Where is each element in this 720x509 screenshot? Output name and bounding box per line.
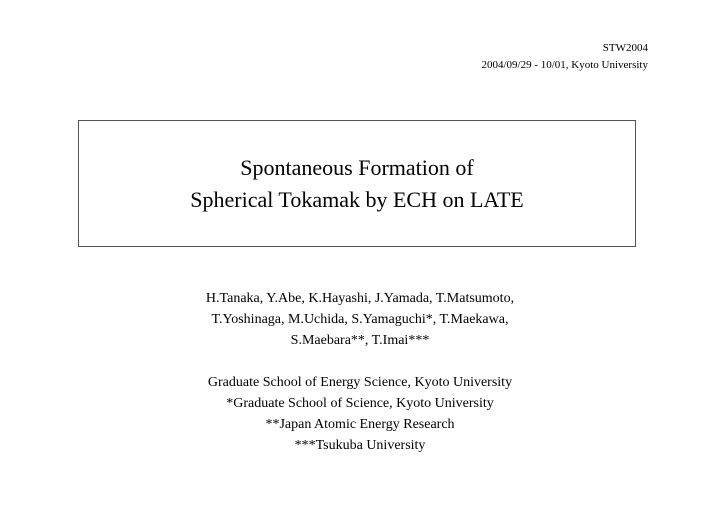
author-list — [0, 288, 720, 351]
author-line: H.Tanaka, Y.Abe, K.Hayashi, J.Yamada, T.Matsumoto, — [205, 291, 515, 306]
title-box — [78, 120, 636, 247]
author-line: S.Maebara**, T.Imai*** — [290, 333, 430, 348]
event-name: STW2004 — [602, 42, 648, 54]
affiliation-list — [0, 372, 720, 456]
title-line-2: Spherical Tokamak by ECH on LATE — [190, 186, 524, 212]
affiliation-line: *Graduate School of Science, Kyoto University — [226, 396, 494, 411]
affiliation-line: Graduate School of Energy Science, Kyoto University — [207, 375, 513, 390]
affiliation-line: **Japan Atomic Energy Research — [265, 417, 455, 432]
author-line: T.Yoshinaga, M.Uchida, S.Yamaguchi*, T.Maekawa, — [211, 312, 509, 327]
header-info — [481, 40, 648, 74]
affiliation-line: ***Tsukuba University — [294, 438, 426, 453]
event-date-location: 2004/09/29 - 10/01, Kyoto University — [481, 59, 648, 71]
title-line-1: Spontaneous Formation of — [240, 154, 474, 180]
